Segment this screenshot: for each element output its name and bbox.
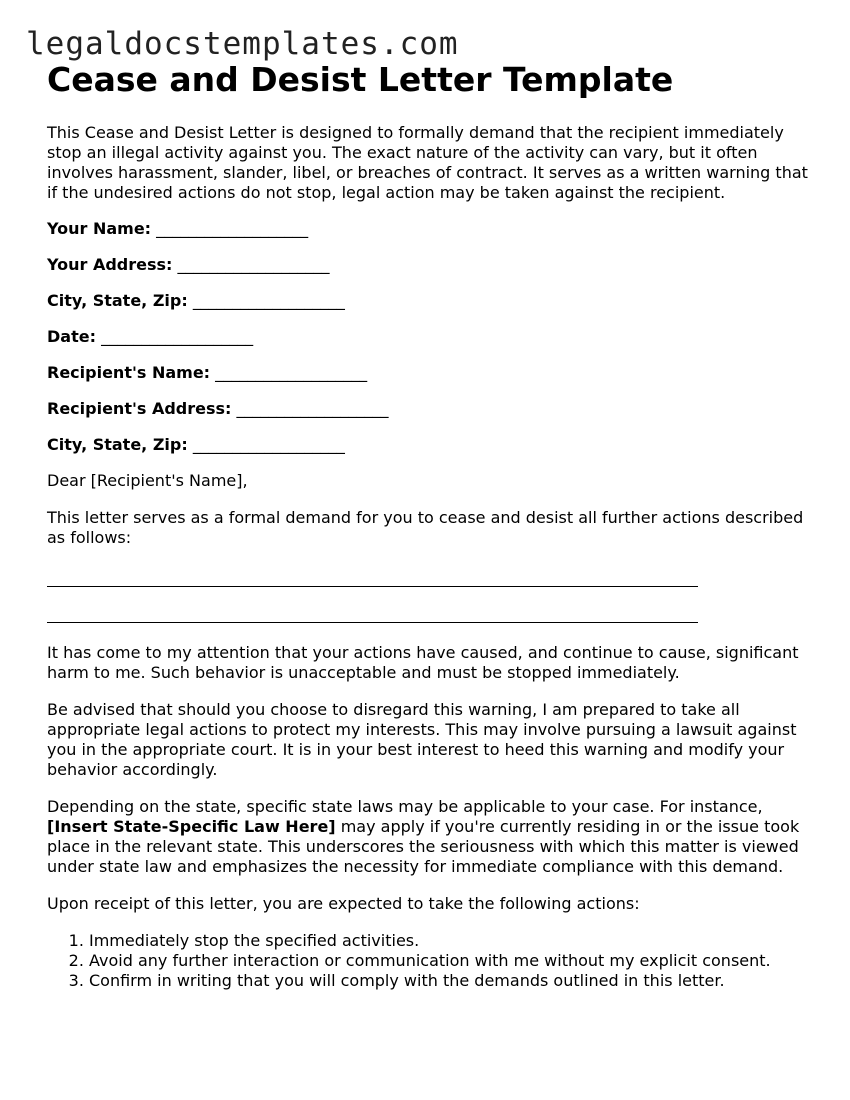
actions-intro-paragraph: Upon receipt of this letter, you are expected to take the following actions: xyxy=(47,894,640,913)
field-label: City, State, Zip: xyxy=(47,435,188,454)
description-line-2[interactable] xyxy=(47,603,698,623)
field-recipient-city-state-zip[interactable] xyxy=(47,435,817,455)
field-label: Your Address: xyxy=(47,255,173,274)
field-blank: ___________________ xyxy=(236,399,389,418)
field-label: Recipient's Address: xyxy=(47,399,232,418)
state-law-paragraph xyxy=(47,797,817,877)
field-label: Recipient's Name: xyxy=(47,363,211,382)
field-label: City, State, Zip: xyxy=(47,291,188,310)
list-item: 2. Avoid any further interaction or communication with me without my explicit consent. xyxy=(89,951,817,971)
field-blank: ___________________ xyxy=(192,435,345,454)
state-law-text-after: may apply if you're currently residing in or the issue took place in the relevant state. This underscores the seriousness with which this matter is viewed under state law and emphasizes the necessity for immediate compliance with this demand. xyxy=(47,817,800,876)
field-your-city-state-zip[interactable] xyxy=(47,291,817,311)
field-date[interactable] xyxy=(47,327,817,347)
field-blank: ___________________ xyxy=(156,219,309,238)
field-blank: ___________________ xyxy=(177,255,330,274)
description-line-1[interactable] xyxy=(47,567,698,587)
actions-list xyxy=(47,931,817,991)
field-recipient-name[interactable] xyxy=(47,363,817,383)
intro-paragraph: This Cease and Desist Letter is designed to formally demand that the recipient immediately stop an illegal activity against you. The exact nature of the activity can vary, but it often involves harassment, slander, libel, or breaches of contract. It serves as a written warning that if the undesired actions do not stop, legal action may be taken against the recipient. xyxy=(47,123,808,202)
warning-paragraph: Be advised that should you choose to disregard this warning, I am prepared to take all appropriate legal actions to protect my interests. This may involve pursuing a lawsuit against you in the appropriate court. It is in your best interest to heed this warning and modify your behavior accordingly. xyxy=(47,700,797,779)
harm-paragraph: It has come to my attention that your actions have caused, and continue to cause, significant harm to me. Such behavior is unacceptable and must be stopped immediately. xyxy=(47,643,799,682)
field-your-address[interactable] xyxy=(47,255,817,275)
list-item: 1. Immediately stop the specified activities. xyxy=(89,931,817,951)
field-label: Your Name: xyxy=(47,219,152,238)
list-item: 3. Confirm in writing that you will comply with the demands outlined in this letter. xyxy=(89,971,817,991)
state-law-placeholder: [Insert State-Specific Law Here] xyxy=(47,817,336,836)
state-law-text-before: Depending on the state, specific state laws may be applicable to your case. For instance, xyxy=(47,797,763,816)
field-blank: ___________________ xyxy=(215,363,368,382)
field-label: Date: xyxy=(47,327,96,346)
salutation: Dear [Recipient's Name], xyxy=(47,471,248,490)
site-watermark: legaldocstemplates.com xyxy=(26,26,459,62)
field-blank: ___________________ xyxy=(101,327,254,346)
document-title: Cease and Desist Letter Template xyxy=(47,60,674,99)
demand-intro-paragraph: This letter serves as a formal demand for you to cease and desist all further actions described as follows: xyxy=(47,508,804,547)
field-recipient-address[interactable] xyxy=(47,399,817,419)
field-your-name[interactable] xyxy=(47,219,817,239)
field-blank: ___________________ xyxy=(192,291,345,310)
letter-document xyxy=(47,58,817,991)
